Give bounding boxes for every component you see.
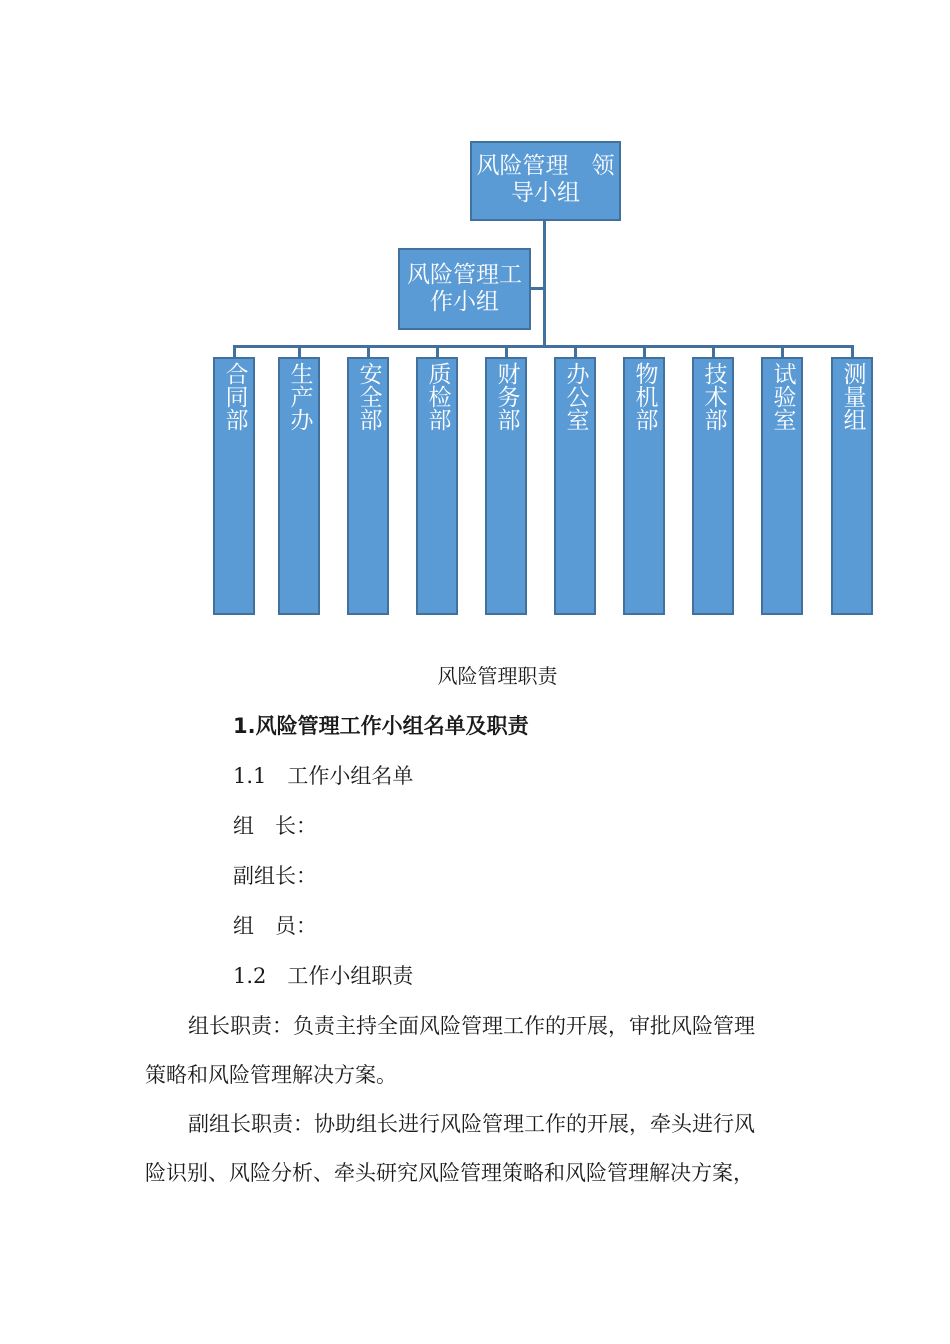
connector-work-group [531,287,544,290]
dept-box-finance [485,357,527,615]
dept-box-equipment [623,357,665,615]
dept-box-office [554,357,596,615]
dept-label: 测量组 [839,362,866,431]
dept-box-quality [416,357,458,615]
connector-dept-8 [712,345,715,357]
connector-dept-9 [781,345,784,357]
deputy-duty-text-line1: 副组长职责：协助组长进行风险管理工作的开展，牵头进行风 [188,1112,755,1136]
subsection-duties: 1.2 工作小组职责 [233,964,414,988]
deputy-line: 副组长： [233,864,317,888]
dept-box-production [278,357,320,615]
chart-caption: 风险管理职责 [437,664,558,688]
connector-horizontal [233,345,854,348]
dept-label: 财务部 [493,362,520,431]
connector-trunk [543,221,546,347]
dept-label: 安全部 [355,362,382,431]
section-heading: 1.风险管理工作小组名单及职责 [233,714,529,738]
subsection-member-list: 1.1 工作小组名单 [233,764,414,788]
leader-group-box [470,141,621,221]
dept-box-contract [213,357,255,615]
work-group-label: 风险管理工作小组 [407,262,522,315]
org-chart [0,0,950,640]
deputy-duty-text-line2: 险识别、风险分析、牵头研究风险管理策略和风险管理解决方案， [145,1161,754,1185]
connector-dept-1 [233,345,236,357]
connector-dept-4 [436,345,439,357]
member-line: 组 员： [233,914,317,938]
dept-label: 质检部 [424,362,451,431]
dept-label: 技术部 [700,362,727,431]
work-group-box [398,248,531,330]
dept-box-survey [831,357,873,615]
connector-dept-10 [851,345,854,357]
connector-dept-7 [643,345,646,357]
dept-label: 合同部 [221,362,248,431]
dept-label: 生产办 [286,362,313,431]
leader-group-label: 风险管理 领导小组 [476,153,615,206]
dept-label: 物机部 [631,362,658,431]
dept-box-safety [347,357,389,615]
dept-label: 试验室 [769,362,796,431]
connector-dept-5 [505,345,508,357]
leader-duty-text-line2: 策略和风险管理解决方案。 [145,1063,397,1087]
connector-dept-2 [298,345,301,357]
dept-box-technical [692,357,734,615]
leader-line: 组 长： [233,814,317,838]
leader-duty-text-line1: 组长职责：负责主持全面风险管理工作的开展，审批风险管理 [188,1014,755,1038]
connector-dept-6 [574,345,577,357]
dept-label: 办公室 [562,362,589,431]
connector-dept-3 [367,345,370,357]
dept-box-lab [761,357,803,615]
